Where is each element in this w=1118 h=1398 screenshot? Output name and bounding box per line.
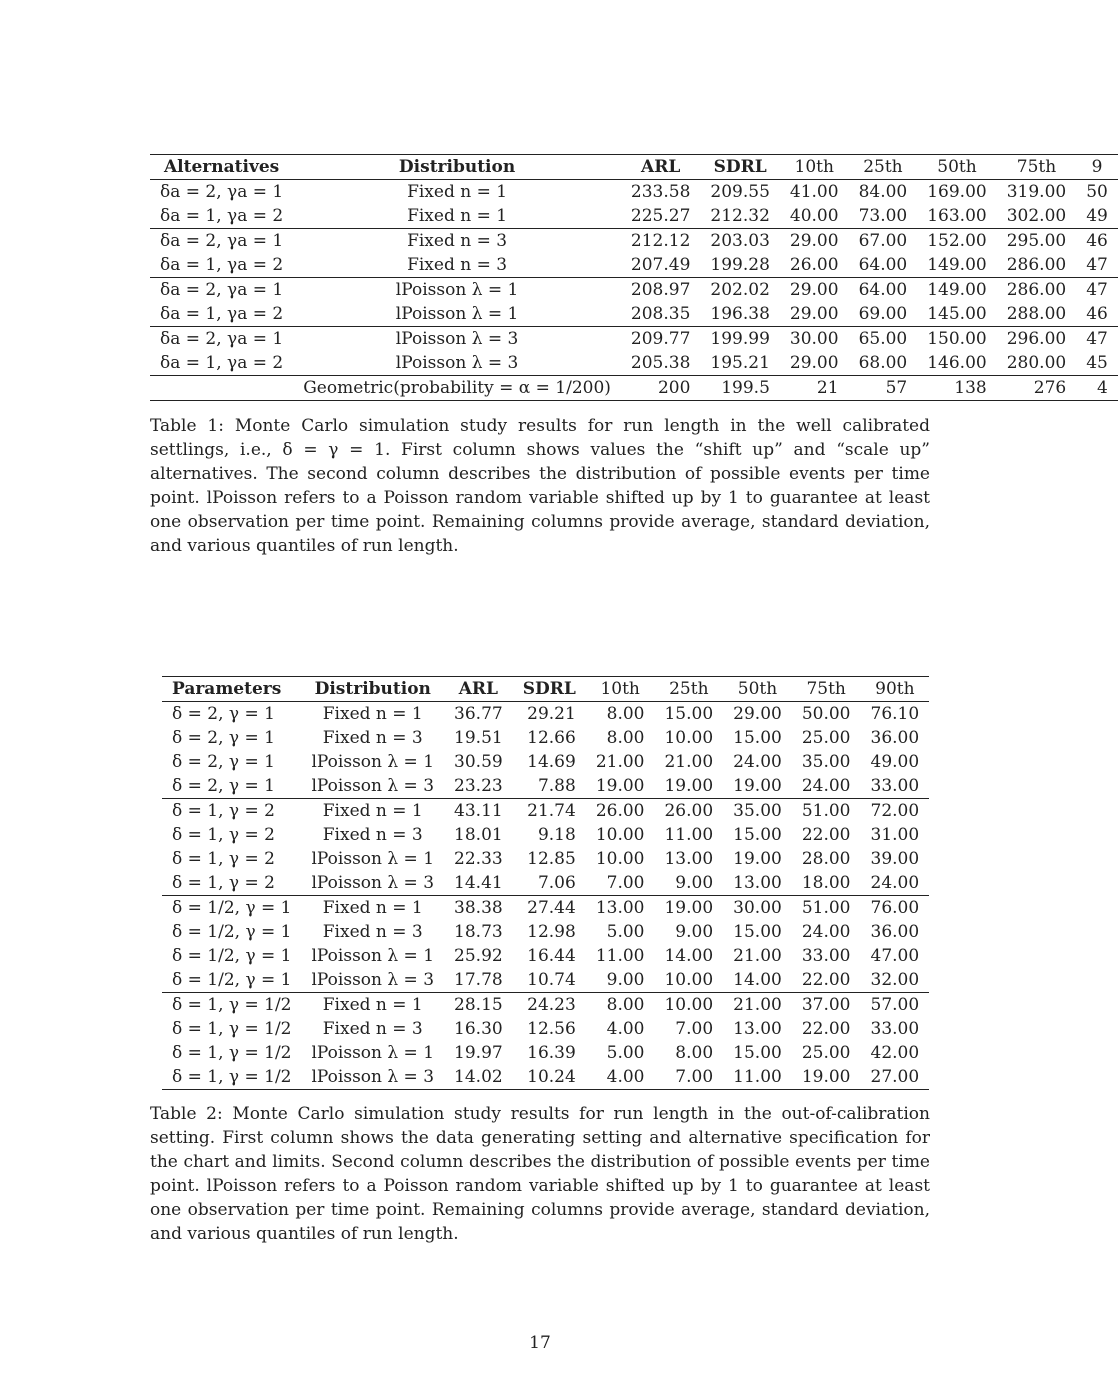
table-cell: Fixed n = 3 — [322, 1019, 423, 1039]
table-cell: 209.55 — [710, 182, 770, 202]
table-2 — [162, 676, 929, 1090]
table-cell: 23.23 — [454, 776, 503, 796]
table-cell: lPoisson λ = 3 — [395, 353, 519, 373]
table-cell: 19.00 — [733, 849, 782, 869]
table-row — [162, 702, 929, 727]
table-cell: δ = 1, γ = 1/2 — [172, 1067, 292, 1087]
table-cell: Fixed n = 3 — [322, 825, 423, 845]
table-cell: 24.00 — [801, 776, 851, 796]
table-cell: 12.85 — [527, 849, 576, 869]
table-row — [162, 823, 929, 847]
table-cell: 9.00 — [606, 970, 645, 990]
page-number: 17 — [529, 1333, 551, 1353]
table-cell: 49.00 — [870, 752, 920, 772]
table-cell: 199.5 — [721, 378, 770, 398]
table-cell: 209.77 — [630, 329, 691, 349]
table-cell: lPoisson λ = 1 — [311, 752, 435, 772]
table-cell: 145.00 — [927, 304, 987, 324]
table-1-caption: Table 1: Monte Carlo simulation study results for run length in the well calibrated settlings, i.e., δ = γ = 1. First column shows values the “shift up” and “scale up” alternatives. The second column describes the distribution of possible events per time point. lPoisson refers to a Poisson random variable shifted up by 1 to guarantee at least one observation per time point. Remaining columns provide average, standard deviation, and various quantiles of run length. — [150, 416, 930, 556]
table-cell: δa = 1, γa = 2 — [160, 255, 284, 275]
table-cell: 24.00 — [870, 873, 920, 893]
table-row — [150, 229, 1118, 254]
table-cell: 8.00 — [606, 728, 645, 748]
table-cell: 64.00 — [858, 255, 908, 275]
table-cell: 9.00 — [675, 922, 714, 942]
table-cell: 19.00 — [595, 776, 645, 796]
table-2-header: 50th — [737, 679, 778, 699]
table-cell: 21.74 — [527, 801, 576, 821]
table-cell: 15.00 — [733, 922, 782, 942]
table-cell: 51.00 — [801, 898, 851, 918]
table-cell: 7.00 — [606, 873, 645, 893]
table-cell: 25.92 — [454, 946, 503, 966]
table-cell: 22.00 — [801, 825, 851, 845]
table-cell: δ = 1, γ = 2 — [172, 825, 275, 845]
table-cell: 69.00 — [858, 304, 908, 324]
table-cell: 11.00 — [664, 825, 714, 845]
table-cell: 26.00 — [595, 801, 645, 821]
table-cell: δa = 2, γa = 1 — [160, 280, 284, 300]
table-cell: 33.00 — [870, 1019, 920, 1039]
table-cell: lPoisson λ = 3 — [311, 776, 435, 796]
table-cell: 14.00 — [664, 946, 714, 966]
table-cell: δa = 2, γa = 1 — [160, 231, 284, 251]
table-cell: 51.00 — [801, 801, 851, 821]
table-cell: 19.00 — [664, 776, 714, 796]
table-cell: 40.00 — [789, 206, 839, 226]
table-cell: 5.00 — [606, 1043, 645, 1063]
table-cell: 202.02 — [710, 280, 770, 300]
table-cell: 196.38 — [710, 304, 770, 324]
table-cell: 47.00 — [870, 946, 920, 966]
table-cell: 41.00 — [789, 182, 839, 202]
table-cell: Fixed n = 3 — [322, 922, 423, 942]
table-cell: 57.00 — [870, 995, 920, 1015]
table-cell: 29.00 — [789, 280, 839, 300]
table-1-header: 50th — [937, 157, 977, 177]
table-cell: 205.38 — [630, 353, 691, 373]
table-1-header: 75th — [1016, 157, 1057, 177]
table-cell: δ = 1, γ = 2 — [172, 801, 275, 821]
table-cell: δa = 1, γa = 2 — [160, 206, 284, 226]
table-1-header: 10th — [794, 157, 834, 177]
table-cell: 212.32 — [710, 206, 770, 226]
table-cell: 149.00 — [927, 280, 987, 300]
table-cell: δ = 1, γ = 1/2 — [172, 995, 292, 1015]
table-cell: lPoisson λ = 1 — [311, 1043, 435, 1063]
table-cell: Fixed n = 1 — [322, 995, 423, 1015]
table-cell: 14.02 — [454, 1067, 503, 1087]
table-cell: 169.00 — [927, 182, 987, 202]
table-cell: 152.00 — [927, 231, 987, 251]
table-2-header: ARL — [458, 679, 498, 699]
table-2-header: 75th — [806, 679, 846, 699]
table-cell: 46 — [1086, 231, 1108, 251]
table-cell: Fixed n = 1 — [407, 182, 508, 202]
table-row — [150, 351, 1118, 376]
table-cell: 65.00 — [858, 329, 908, 349]
table-row — [150, 180, 1118, 205]
table-cell: 146.00 — [927, 353, 987, 373]
table-cell: 24.00 — [733, 752, 782, 772]
table-cell: 280.00 — [1006, 353, 1067, 373]
table-2-header: SDRL — [522, 679, 576, 699]
table-row — [162, 944, 929, 968]
table-cell: lPoisson λ = 3 — [311, 970, 435, 990]
table-cell: 7.06 — [537, 873, 576, 893]
table-cell: 199.28 — [710, 255, 770, 275]
table-cell: 8.00 — [606, 995, 645, 1015]
table-cell: lPoisson λ = 1 — [395, 280, 519, 300]
table-cell: 18.00 — [801, 873, 851, 893]
table-2-header: Distribution — [314, 679, 431, 699]
table-cell: 37.00 — [801, 995, 851, 1015]
table-cell: 10.24 — [527, 1067, 576, 1087]
table-cell: 9.00 — [675, 873, 714, 893]
table-row — [162, 750, 929, 774]
table-cell: 47 — [1086, 329, 1108, 349]
table-cell: 8.00 — [675, 1043, 714, 1063]
table-cell: 207.49 — [630, 255, 691, 275]
table-cell: 233.58 — [630, 182, 691, 202]
table-cell: 38.38 — [454, 898, 503, 918]
table-1-header: 25th — [863, 157, 903, 177]
table-cell: δ = 1/2, γ = 1 — [172, 946, 292, 966]
table-cell: 10.74 — [527, 970, 576, 990]
table-cell: δ = 1, γ = 1/2 — [172, 1019, 292, 1039]
table-cell: 27.00 — [870, 1067, 920, 1087]
table-cell: 10.00 — [595, 825, 645, 845]
table-cell: 5.00 — [606, 922, 645, 942]
table-cell: 13.00 — [664, 849, 714, 869]
table-cell: 16.39 — [527, 1043, 576, 1063]
table-cell: 200 — [657, 378, 691, 398]
table-cell: 10.00 — [664, 995, 714, 1015]
table-cell: 203.03 — [710, 231, 770, 251]
table-cell: lPoisson λ = 1 — [311, 946, 435, 966]
table-cell: lPoisson λ = 3 — [395, 329, 519, 349]
table-row — [162, 847, 929, 871]
table-cell: 16.30 — [454, 1019, 503, 1039]
table-cell: 199.99 — [710, 329, 770, 349]
table-cell: 29.00 — [789, 231, 839, 251]
table-cell: 14.41 — [454, 873, 503, 893]
table-cell: 10.00 — [664, 970, 714, 990]
table-row — [162, 968, 929, 993]
table-cell: δ = 1/2, γ = 1 — [172, 922, 292, 942]
table-cell: 17.78 — [454, 970, 503, 990]
table-cell: 45 — [1086, 353, 1108, 373]
table-cell: 76.00 — [870, 898, 920, 918]
table-cell: 21.00 — [733, 995, 782, 1015]
table-cell: 19.00 — [664, 898, 714, 918]
table-cell: 208.35 — [630, 304, 691, 324]
table-cell: 21.00 — [595, 752, 645, 772]
table-row — [162, 1017, 929, 1041]
table-cell: 4 — [1097, 378, 1108, 398]
table-cell: 319.00 — [1006, 182, 1067, 202]
table-cell: 225.27 — [630, 206, 691, 226]
table-cell: 72.00 — [870, 801, 920, 821]
table-cell: 16.44 — [527, 946, 576, 966]
table-cell: 8.00 — [606, 704, 645, 724]
table-cell: 295.00 — [1006, 231, 1067, 251]
table-row — [162, 1065, 929, 1090]
table-cell: 30.00 — [789, 329, 839, 349]
table-cell: 13.00 — [595, 898, 645, 918]
table-cell: Fixed n = 1 — [322, 801, 423, 821]
table-cell: 149.00 — [927, 255, 987, 275]
table-cell: 35.00 — [801, 752, 851, 772]
table-cell: 68.00 — [858, 353, 908, 373]
table-cell: 12.56 — [527, 1019, 576, 1039]
table-cell: δ = 1/2, γ = 1 — [172, 898, 292, 918]
table-cell: 32.00 — [870, 970, 920, 990]
table-cell: 21 — [816, 378, 839, 398]
table-cell: 36.00 — [870, 922, 920, 942]
table-cell: 15.00 — [664, 704, 714, 724]
table-cell: 46 — [1086, 304, 1108, 324]
table-cell: 30.59 — [454, 752, 503, 772]
table-cell: 28.00 — [801, 849, 851, 869]
table-cell: 13.00 — [733, 873, 782, 893]
table-row — [162, 1041, 929, 1065]
table-cell: 4.00 — [606, 1067, 645, 1087]
table-row — [162, 774, 929, 799]
table-cell: 138 — [954, 378, 987, 398]
table-cell: 276 — [1033, 378, 1067, 398]
table-cell: lPoisson λ = 3 — [311, 1067, 435, 1087]
table-cell: 30.00 — [733, 898, 782, 918]
table-row — [162, 726, 929, 750]
table-cell: 67.00 — [858, 231, 908, 251]
table-1-body — [150, 180, 1118, 401]
table-cell: 22.00 — [801, 1019, 851, 1039]
table-cell: Fixed n = 1 — [322, 704, 423, 724]
table-cell: 21.00 — [664, 752, 714, 772]
table-cell: 47 — [1086, 280, 1108, 300]
table-1-header: SDRL — [713, 157, 767, 177]
table-1-header: 9 — [1091, 157, 1103, 177]
table-cell: 14.00 — [733, 970, 782, 990]
table-cell: 22.00 — [801, 970, 851, 990]
table-cell: 31.00 — [870, 825, 920, 845]
table-cell: 15.00 — [733, 825, 782, 845]
table-cell: 73.00 — [858, 206, 908, 226]
table-cell: 12.98 — [527, 922, 576, 942]
table-cell: δa = 2, γa = 1 — [160, 329, 284, 349]
table-1 — [150, 154, 1118, 401]
table-cell: 7.00 — [675, 1067, 714, 1087]
table-cell: 36.77 — [454, 704, 503, 724]
table-cell: Fixed n = 1 — [407, 206, 508, 226]
table-2-header: 10th — [600, 679, 640, 699]
table-cell: δ = 1, γ = 2 — [172, 873, 275, 893]
table-cell: 50.00 — [801, 704, 851, 724]
table-row — [162, 799, 929, 824]
table-cell: 24.23 — [527, 995, 576, 1015]
table-cell: 57 — [885, 378, 908, 398]
table-cell: 11.00 — [595, 946, 645, 966]
table-cell: 288.00 — [1006, 304, 1067, 324]
table-cell: 14.69 — [527, 752, 576, 772]
table-cell: 25.00 — [801, 1043, 851, 1063]
table-cell: δ = 2, γ = 1 — [172, 728, 275, 748]
table-1-header: Alternatives — [163, 157, 280, 177]
table-1-header: ARL — [641, 157, 681, 177]
table-cell: 302.00 — [1006, 206, 1067, 226]
table-cell: 36.00 — [870, 728, 920, 748]
table-cell: 208.97 — [630, 280, 691, 300]
table-cell: Geometric(probability = α = 1/200) — [303, 378, 611, 398]
table-row — [162, 993, 929, 1018]
table-2-caption: Table 2: Monte Carlo simulation study results for run length in the out-of-calibration setting. First column shows the data generating setting and alternative specification for the chart and limits. Second column describes the distribution of possible events per time point. lPoisson refers to a Poisson random variable shifted up by 1 to guarantee at least one observation per time point. Remaining columns provide average, standard deviation, and various quantiles of run length. — [150, 1104, 930, 1244]
table-cell: Fixed n = 3 — [407, 231, 508, 251]
table-cell: δ = 2, γ = 1 — [172, 752, 275, 772]
table-row — [150, 204, 1118, 229]
table-cell: 15.00 — [733, 1043, 782, 1063]
table-cell: 39.00 — [870, 849, 920, 869]
table-cell: 27.44 — [527, 898, 576, 918]
table-cell: 24.00 — [801, 922, 851, 942]
table-cell: 10.00 — [664, 728, 714, 748]
table-cell: δ = 2, γ = 1 — [172, 704, 275, 724]
table-row — [162, 896, 929, 921]
table-cell: δa = 1, γa = 2 — [160, 304, 284, 324]
table-2-header: 25th — [669, 679, 709, 699]
table-cell: 28.15 — [454, 995, 503, 1015]
table-cell: δa = 2, γa = 1 — [160, 182, 284, 202]
table-row — [150, 302, 1118, 327]
table-cell: 49 — [1086, 206, 1108, 226]
table-cell: 47 — [1086, 255, 1108, 275]
table-cell: 11.00 — [733, 1067, 782, 1087]
table-cell: 42.00 — [870, 1043, 920, 1063]
table-cell: 19.51 — [454, 728, 503, 748]
table-cell: 7.00 — [675, 1019, 714, 1039]
table-cell: 15.00 — [733, 728, 782, 748]
table-cell: 29.00 — [789, 304, 839, 324]
table-cell: 9.18 — [537, 825, 576, 845]
table-cell: 286.00 — [1006, 280, 1067, 300]
table-cell: Fixed n = 3 — [322, 728, 423, 748]
table-cell: 33.00 — [801, 946, 851, 966]
table-cell: 18.01 — [454, 825, 503, 845]
table-cell: 29.00 — [733, 704, 782, 724]
table-cell — [150, 376, 293, 401]
table-cell: 84.00 — [858, 182, 908, 202]
table-cell: 29.21 — [527, 704, 576, 724]
table-cell: 19.00 — [801, 1067, 851, 1087]
table-cell: 7.88 — [537, 776, 576, 796]
table-cell: δa = 1, γa = 2 — [160, 353, 284, 373]
table-cell: 163.00 — [927, 206, 987, 226]
table-cell: 19.00 — [733, 776, 782, 796]
table-cell: 35.00 — [733, 801, 782, 821]
table-cell: 150.00 — [927, 329, 987, 349]
table-cell: lPoisson λ = 3 — [311, 873, 435, 893]
table-cell: 12.66 — [527, 728, 576, 748]
table-cell: 29.00 — [789, 353, 839, 373]
table-cell: Fixed n = 1 — [322, 898, 423, 918]
table-row — [162, 871, 929, 896]
table-cell: 13.00 — [733, 1019, 782, 1039]
table-cell: 212.12 — [630, 231, 691, 251]
table-row — [150, 278, 1118, 303]
table-cell: 4.00 — [606, 1019, 645, 1039]
table-1-header-row — [150, 155, 1118, 180]
table-cell: 26.00 — [789, 255, 839, 275]
table-cell: 296.00 — [1006, 329, 1067, 349]
table-cell: 21.00 — [733, 946, 782, 966]
table-cell: 19.97 — [454, 1043, 503, 1063]
table-cell: 286.00 — [1006, 255, 1067, 275]
table-1-header: Distribution — [398, 157, 516, 177]
table-row — [150, 327, 1118, 352]
table-cell: δ = 1/2, γ = 1 — [172, 970, 292, 990]
table-cell: 195.21 — [710, 353, 770, 373]
table-cell: 76.10 — [870, 704, 920, 724]
table-cell: δ = 1, γ = 1/2 — [172, 1043, 292, 1063]
table-row — [150, 253, 1118, 278]
table-cell: 64.00 — [858, 280, 908, 300]
table-row — [150, 376, 1118, 401]
table-2-header-row — [162, 677, 929, 702]
table-cell: 22.33 — [454, 849, 503, 869]
table-cell: 10.00 — [595, 849, 645, 869]
table-cell: lPoisson λ = 1 — [395, 304, 519, 324]
table-cell: 33.00 — [870, 776, 920, 796]
table-row — [162, 920, 929, 944]
table-2-body — [162, 702, 929, 1090]
table-2-header: Parameters — [172, 679, 282, 699]
table-cell: 50 — [1086, 182, 1108, 202]
table-cell: δ = 1, γ = 2 — [172, 849, 275, 869]
table-cell: Fixed n = 3 — [407, 255, 508, 275]
table-cell: 26.00 — [664, 801, 714, 821]
table-cell: 43.11 — [454, 801, 503, 821]
table-2-header: 90th — [875, 679, 915, 699]
table-cell: 25.00 — [801, 728, 851, 748]
table-cell: lPoisson λ = 1 — [311, 849, 435, 869]
table-cell: δ = 2, γ = 1 — [172, 776, 275, 796]
table-cell: 18.73 — [454, 922, 503, 942]
